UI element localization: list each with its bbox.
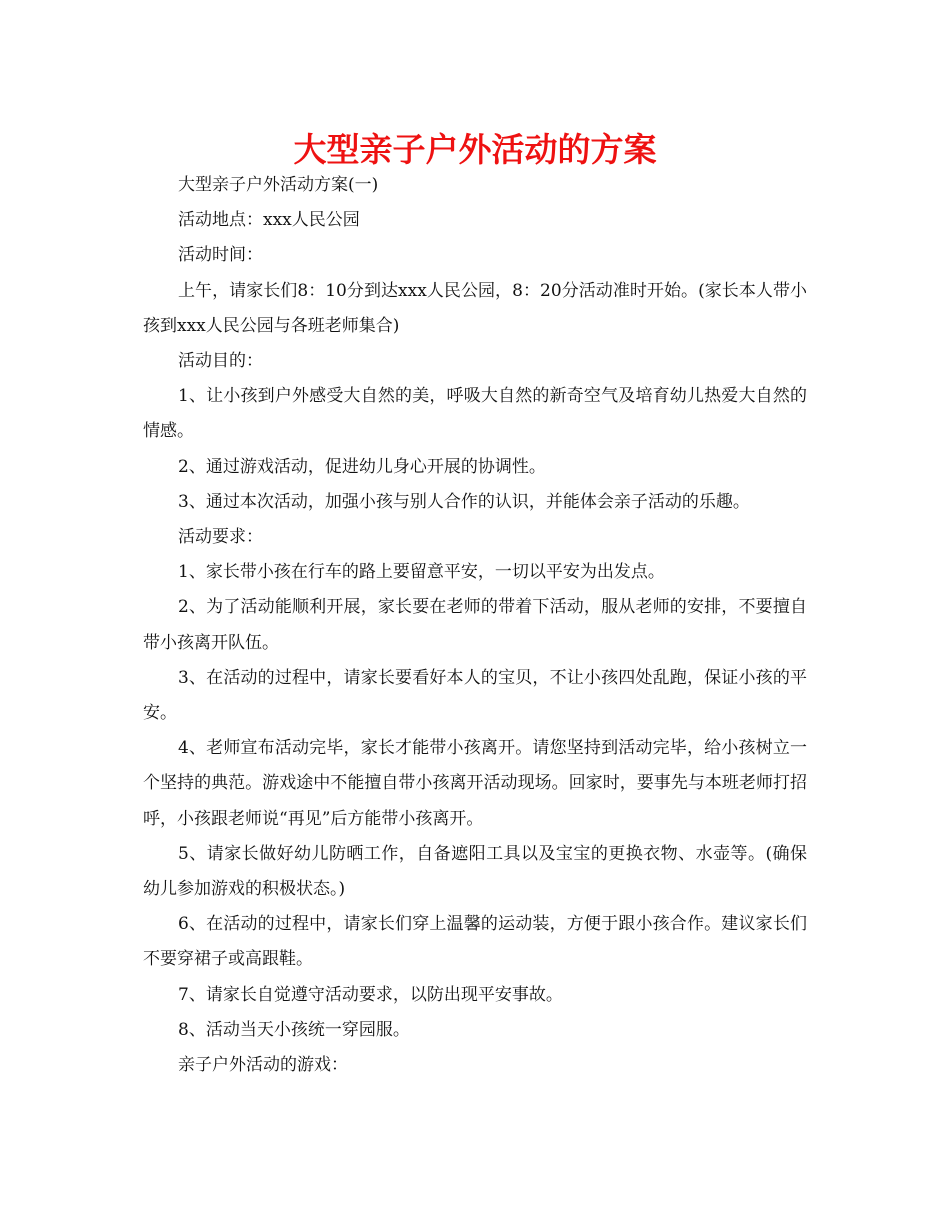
paragraph-requirement-2: 2、为了活动能顺利开展，家长要在老师的带着下活动，服从老师的安排，不要擅自带小孩离开队伍。 <box>143 597 807 653</box>
paragraph-requirement-8: 8、活动当天小孩统一穿园服。 <box>178 1019 410 1040</box>
paragraph-requirement-5: 5、请家长做好幼儿防晒工作，自备遮阳工具以及宝宝的更换衣物、水壶等。(确保幼儿参加游戏的积极状态。) <box>143 843 807 900</box>
paragraph-plan-heading: 大型亲子户外活动方案(一) <box>178 175 379 195</box>
paragraph-goal-1: 1、让小孩到户外感受大自然的美，呼吸大自然的新奇空气及培育幼儿热爱大自然的情感。 <box>143 386 807 442</box>
paragraph-requirements-heading: 活动要求： <box>178 527 263 548</box>
paragraph-location: 活动地点：xxx人民公园 <box>178 210 360 231</box>
paragraph-games-heading: 亲子户外活动的游戏： <box>178 1055 348 1076</box>
paragraph-time-heading: 活动时间： <box>178 245 263 266</box>
document-title: 大型亲子户外活动的方案 <box>293 130 657 169</box>
paragraph-goal-2: 2、通过游戏活动，促进幼儿身心开展的协调性。 <box>178 456 546 477</box>
paragraph-requirement-1: 1、家长带小孩在行车的路上要留意平安，一切以平安为出发点。 <box>178 562 665 583</box>
document-body <box>143 168 807 1083</box>
paragraph-requirement-6: 6、在活动的过程中，请家长们穿上温馨的运动装，方便于跟小孩合作。建议家长们不要穿裙子或高跟鞋。 <box>143 914 807 970</box>
paragraph-requirement-3: 3、在活动的过程中，请家长要看好本人的宝贝，不让小孩四处乱跑，保证小孩的平安。 <box>143 667 807 724</box>
paragraph-goal-3: 3、通过本次活动，加强小孩与别人合作的认识，并能体会亲子活动的乐趣。 <box>178 491 750 512</box>
paragraph-time-detail: 上午，请家长们8：10分到达xxx人民公园，8：20分活动准时开始。(家长本人带小孩到xxx人民公园与各班老师集合) <box>143 280 807 336</box>
paragraph-requirement-7: 7、请家长自觉遵守活动要求，以防出现平安事故。 <box>178 984 563 1005</box>
paragraph-goals-heading: 活动目的： <box>178 351 263 372</box>
paragraph-requirement-4: 4、老师宣布活动完毕，家长才能带小孩离开。请您坚持到活动完毕，给小孩树立一个坚持的典范。游戏途中不能擅自带小孩离开活动现场。回家时，要事先与本班老师打招呼，小孩跟老师说“再见”后方能带小孩离开。 <box>143 738 807 829</box>
